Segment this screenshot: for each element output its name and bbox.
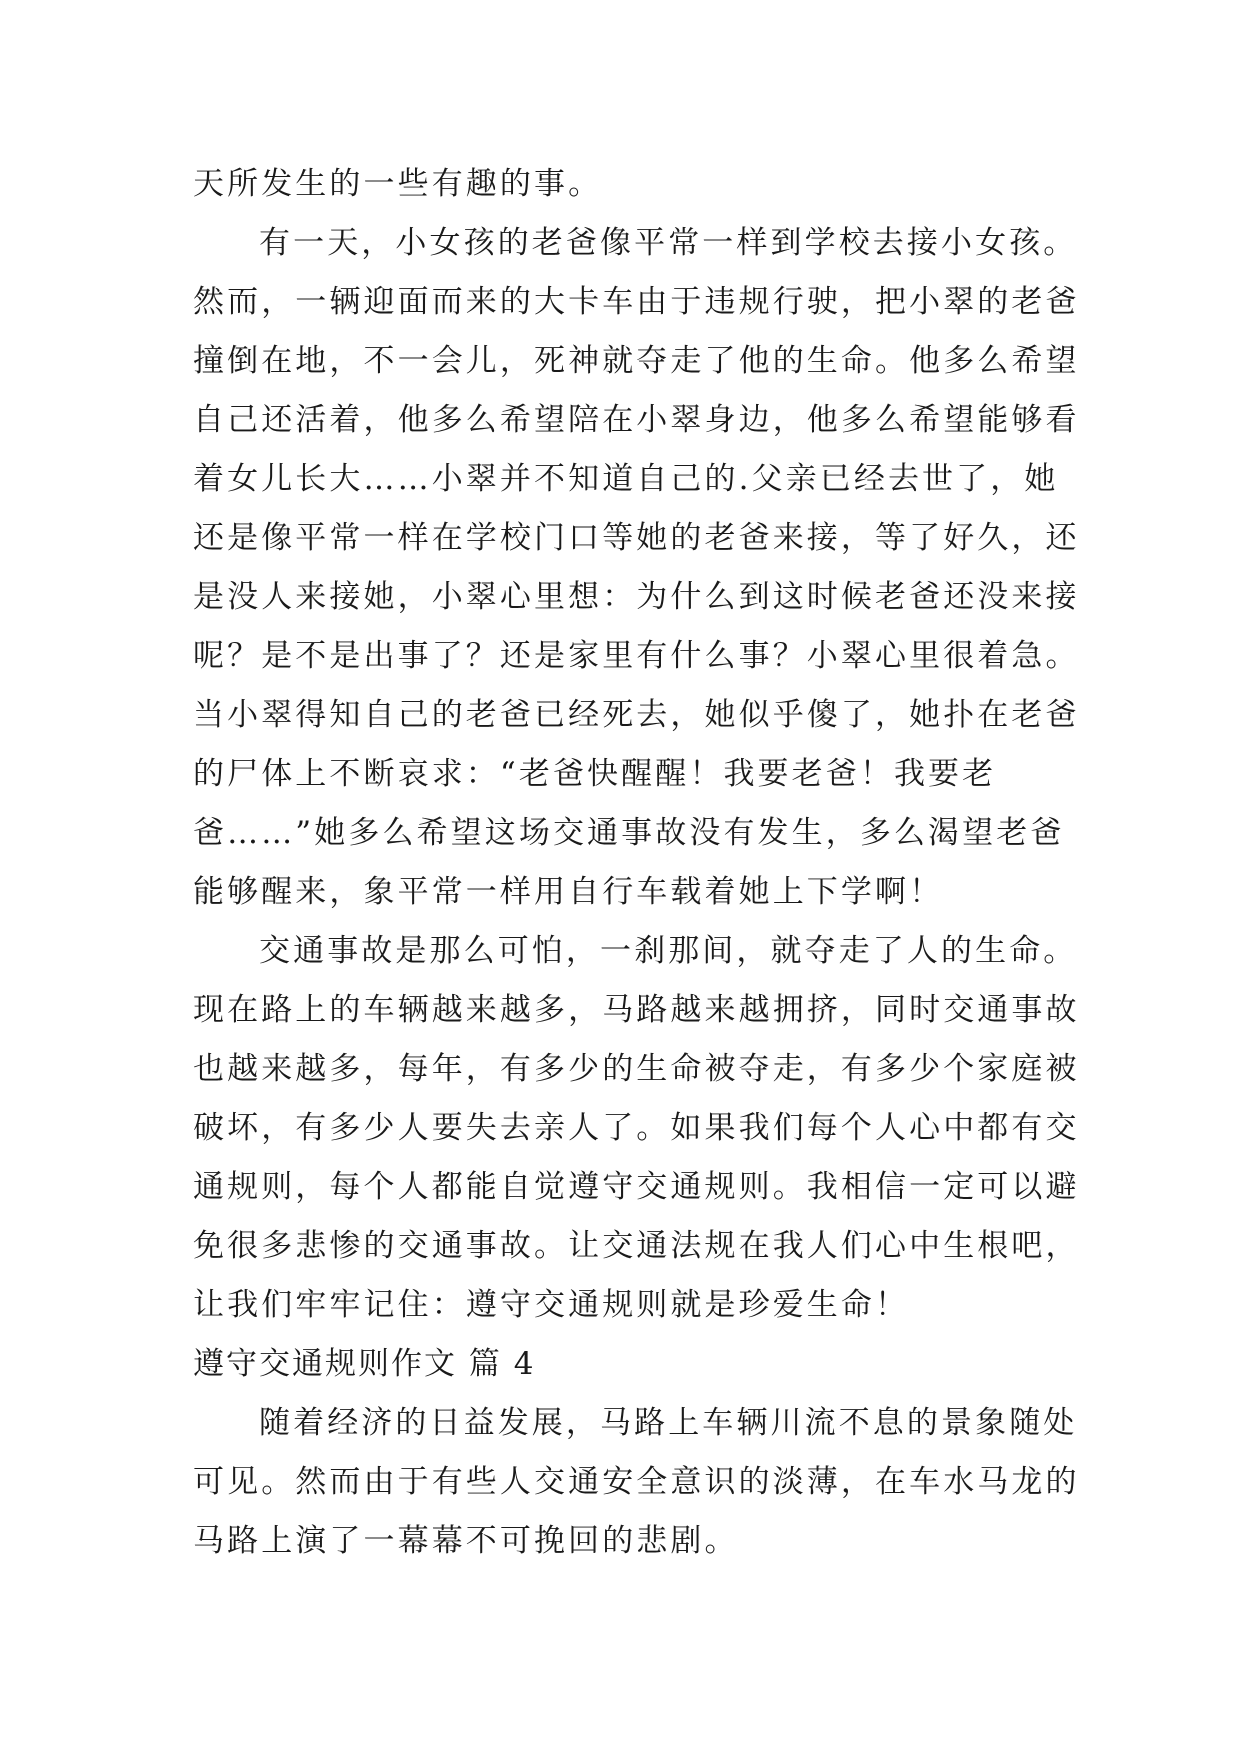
text-line: 是没人来接她，小翠心里想：为什么到这时候老爸还没来接 xyxy=(193,579,1080,615)
text-line: 撞倒在地，不一会儿，死神就夺走了他的生命。他多么希望 xyxy=(193,343,1080,379)
section-heading: 遵守交通规则作文 篇 4 xyxy=(193,1346,536,1382)
text-line: 通规则，每个人都能自觉遵守交通规则。我相信一定可以避 xyxy=(193,1169,1080,1205)
text-line: 爸……”她多么希望这场交通事故没有发生，多么渴望老爸 xyxy=(193,815,1065,851)
text-line: 让我们牢牢记住：遵守交通规则就是珍爱生命！ xyxy=(193,1287,910,1323)
document-body xyxy=(193,155,1080,1571)
text-line: 破坏，有多少人要失去亲人了。如果我们每个人心中都有交 xyxy=(193,1110,1080,1146)
text-line: 交通事故是那么可怕，一刹那间，就夺走了人的生命。 xyxy=(259,933,1078,969)
text-line: 自己还活着，他多么希望陪在小翠身边，他多么希望能够看 xyxy=(193,402,1080,438)
text-line: 现在路上的车辆越来越多，马路越来越拥挤，同时交通事故 xyxy=(193,992,1080,1028)
text-line: 然而，一辆迎面而来的大卡车由于违规行驶，把小翠的老爸 xyxy=(193,284,1080,320)
text-line: 还是像平常一样在学校门口等她的老爸来接，等了好久，还 xyxy=(193,520,1080,556)
text-line: 着女儿长大……小翠并不知道自己的.父亲已经去世了，她 xyxy=(193,461,1059,497)
text-line: 呢？是不是出事了？还是家里有什么事？小翠心里很着急。 xyxy=(193,638,1080,674)
text-line: 的尸体上不断哀求：“老爸快醒醒！我要老爸！我要老 xyxy=(193,756,997,792)
text-line: 马路上演了一幕幕不可挽回的悲剧。 xyxy=(193,1523,739,1559)
text-line: 也越来越多，每年，有多少的生命被夺走，有多少个家庭被 xyxy=(193,1051,1080,1087)
text-line: 有一天，小女孩的老爸像平常一样到学校去接小女孩。 xyxy=(259,225,1078,261)
text-line: 随着经济的日益发展，马路上车辆川流不息的景象随处 xyxy=(259,1405,1078,1441)
text-line: 可见。然而由于有些人交通安全意识的淡薄，在车水马龙的 xyxy=(193,1464,1080,1500)
text-line: 当小翠得知自己的老爸已经死去，她似乎傻了，她扑在老爸 xyxy=(193,697,1080,733)
text-line: 免很多悲惨的交通事故。让交通法规在我人们心中生根吧， xyxy=(193,1228,1080,1264)
text-line: 天所发生的一些有趣的事。 xyxy=(193,166,603,202)
text-line: 能够醒来，象平常一样用自行车载着她上下学啊！ xyxy=(193,874,944,910)
